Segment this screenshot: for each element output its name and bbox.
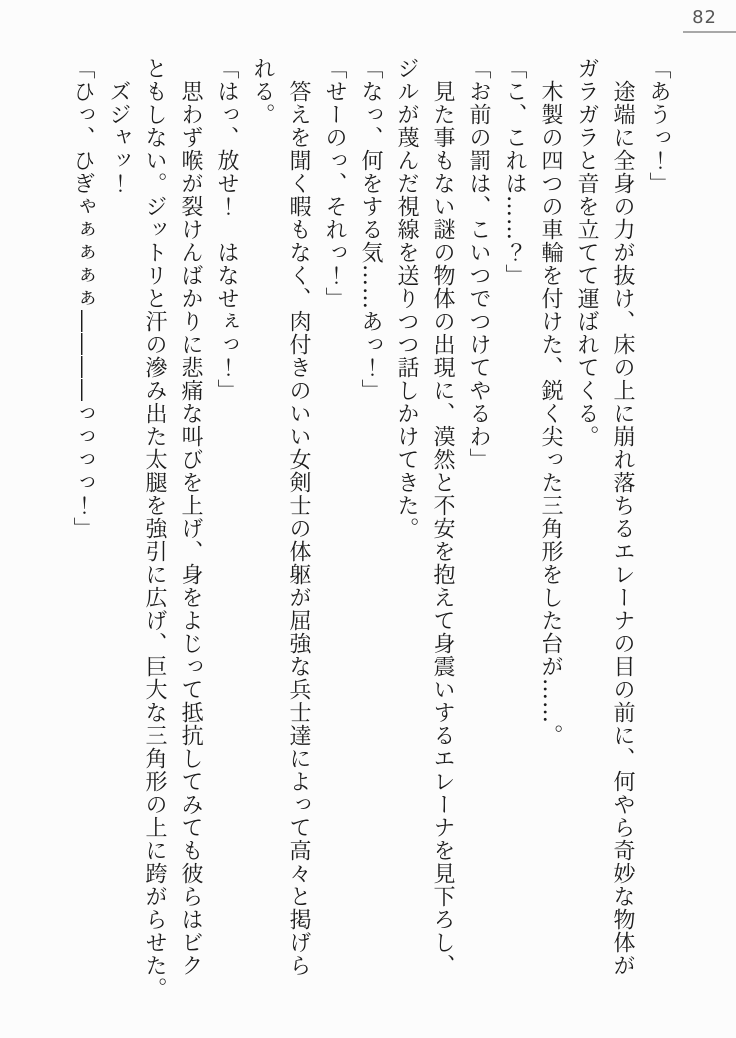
text-column-2: 途端に全身の力が抜け、床の上に崩れ落ちるエレーナの目の前に、何やら奇妙な物体が [610, 80, 635, 977]
text-column-13: 「はっ、放せ！ はなせぇっ！」 [214, 57, 239, 402]
text-column-15: ともしない。ジットリと汗の滲み出た太腿を強引に広げ、巨大な三角形の上に跨がらせた。 [142, 57, 167, 1000]
text-column-4: 木製の四つの車輪を付けた、鋭く尖った三角形をした台が……。 [538, 80, 563, 747]
text-column-14: 思わず喉が裂けんばかりに悲痛な叫びを上げ、身をよじって抵抗してみても彼らはビク [178, 80, 203, 977]
page-number-rule [683, 31, 736, 33]
text-column-1: 「あうっ！」 [646, 57, 671, 195]
text-column-16: ズジャッ！ [106, 80, 131, 195]
text-column-10: 「せーのっ、それっ！」 [322, 57, 347, 310]
text-column-9: 「なっ、何をする気……あっ！」 [358, 57, 383, 402]
text-column-8: ジルが蔑んだ視線を送りつつ話しかけてきた。 [394, 57, 419, 540]
text-column-5: 「こ、これは……？」 [502, 57, 527, 287]
text-column-11: 答えを聞く暇もなく、肉付きのいい女剣士の体躯が屈強な兵士達によって高々と掲げら [286, 80, 311, 977]
page-number: 82 [692, 7, 717, 28]
text-area [64, 57, 676, 1007]
text-column-7: 見た事もない謎の物体の出現に、漠然と不安を抱えて身震いするエレーナを見下ろし、 [430, 80, 455, 977]
text-column-12: れる。 [250, 57, 275, 126]
text-column-3: ガラガラと音を立てて運ばれてくる。 [574, 57, 599, 448]
text-column-17: 「ひっ、ひぎゃぁぁぁぁ――――っっっっ！」 [70, 57, 95, 540]
text-column-6: 「お前の罰は、こいつでつけてやるわ」 [466, 57, 491, 471]
